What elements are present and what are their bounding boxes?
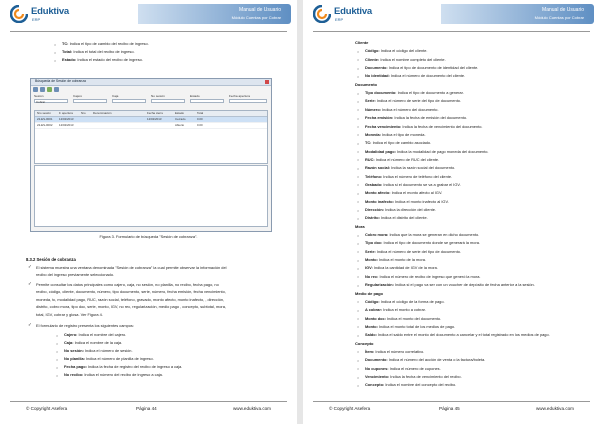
field-description: Número: Indica el número del documento. [365, 106, 439, 112]
dialog-title: Búsqueda de Sesión de cobranza [35, 79, 86, 83]
field-description: Total: Indica el total del recibo de ingreso. [62, 49, 135, 54]
eduktiva-logo [313, 4, 373, 26]
field-description: Vencimiento: Indica la fecha de vencimiento del recibo. [365, 374, 462, 379]
paragraph: El sistema muestra una ventana denominada "Sesión de cobranza" la cual permite observar la información del recibo del ingreso previamente seleccionado. [36, 265, 227, 278]
bullet-icon: ○ [357, 125, 360, 129]
field-description: Monto inafecto: Indica el monto inafecto al IGV. [365, 198, 449, 204]
footer-website: www.eduktiva.com [232, 406, 271, 411]
field-description: No planilla: Indica el número de planilla de ingreso. [64, 356, 154, 361]
bullet-icon: ○ [357, 58, 360, 63]
filter-label: No sesión [151, 94, 165, 98]
filter-field [112, 99, 146, 103]
field-description: Ítem: Indica el número correlativo. [365, 348, 425, 354]
bullet-icon: ○ [56, 334, 59, 338]
bullet-icon: ○ [357, 191, 360, 196]
paragraph: El formulario de registro presenta los siguientes campos: [36, 323, 134, 328]
filter-label: Caja [112, 94, 119, 98]
dialog-toolbar [33, 87, 59, 93]
bullet-icon: ○ [56, 366, 59, 370]
bullet-icon: ○ [357, 300, 360, 305]
filter-label: Cajero [73, 94, 83, 98]
field-description: No identidad: Indica el número de documento del cliente. [365, 73, 466, 79]
field-description: Estado: Indica el estado del recibo de ingreso. [62, 57, 143, 62]
logo-name: Eduktiva [31, 6, 69, 17]
bullet-icon: ○ [357, 275, 360, 280]
field-description: Serie: Indica el número de serie del tipo de documento. [365, 98, 462, 104]
filter-label: Estado [190, 94, 200, 98]
field-description: No sesión: Indica el número de sesión. [64, 348, 133, 353]
banner-title: Manual de Usuario [239, 7, 281, 13]
header-banner [441, 4, 594, 24]
bullet-icon: ○ [357, 317, 360, 322]
filter-field [73, 99, 107, 103]
banner-subtitle: Módulo Cuentas por Cobrar [231, 15, 281, 20]
field-description: IGV: Indica la cantidad de IGV de la mora. [365, 265, 438, 271]
bullet-icon: ○ [357, 208, 360, 213]
eduktiva-logo-icon [10, 5, 28, 23]
filter-field [229, 99, 267, 103]
bullet-icon: ○ [357, 183, 360, 188]
logo-sub: ERP [32, 17, 41, 22]
bullet-icon: ○ [357, 375, 360, 380]
checkmark-icon: ✓ [28, 322, 32, 327]
field-description: Saldo: Indica el saldo entre el monto del documento a cancelar y el total registrado en los medios de pago. [365, 332, 550, 338]
footer-page-number: Página 45 [439, 406, 460, 411]
bullet-icon: ○ [357, 200, 360, 205]
bullet-icon: ○ [56, 350, 59, 354]
bullet-icon: ○ [54, 51, 57, 55]
close-icon [265, 80, 269, 84]
bullet-icon: ○ [357, 74, 360, 79]
field-description: Serie: Indica el número de serie del tipo de documento. [365, 248, 462, 254]
page-header [303, 0, 600, 30]
bullet-icon: ○ [54, 43, 57, 47]
field-description: Modalidad pago: Indica la modalidad de pago moneda del documento. [365, 148, 489, 154]
banner-subtitle: Módulo Cuentas por Cobrar [534, 15, 584, 20]
footer-copyright: © Copyright Asefera [26, 406, 68, 411]
group-title: Medio de pago [355, 290, 383, 296]
print-icon [54, 87, 59, 92]
search-icon [40, 87, 45, 92]
bullet-icon: ○ [357, 175, 360, 180]
filter-label: Sesión [34, 94, 44, 98]
bullet-icon: ○ [357, 358, 360, 363]
results-grid [34, 110, 268, 164]
group-title: Mora [355, 223, 365, 229]
field-description: Cliente: Indica el nombre completo del cliente. [365, 56, 446, 62]
field-description: Cobro mora: Indica que la mora se generan en dicho documento. [365, 232, 480, 238]
paragraph: Permite consultar los datos principales como cajero, caja, no sesión, no planilla, no recibo, fecha pago, no recibo, código, cliente, documento, número, tipo documento, serie, número, fecha emisión, fecha vencimiento, moneda, tc, modalidad pago, RUC, razón social, teléfono, gravado, monto afecto, monto inafecto, , dirección, distrito, cobro mora, tipo doc, serie, monto, IGV, no rec, regularización, medio pago , concepto, subtotal, mora, total, IGV, cobrar y glosa. Ver Figura 4. [36, 282, 226, 317]
bullet-icon: ○ [357, 367, 360, 372]
page-left [0, 0, 297, 424]
field-description: Concepto: Indica el nombre del concepto del recibo. [365, 382, 457, 388]
bullet-icon: ○ [357, 108, 360, 113]
field-description: Tipo documento: Indica el tipo de documento a generar. [365, 90, 464, 96]
new-icon [33, 87, 38, 92]
bullet-icon: ○ [357, 258, 360, 263]
search-dialog-figure [30, 78, 272, 232]
group-title: Cliente [355, 40, 369, 45]
bullet-icon: ○ [357, 333, 360, 338]
field-description: A cobrar: Indica el monto a cobrar. [365, 307, 426, 313]
field-description: Razón social: Indica la razón social del documento. [365, 165, 456, 171]
logo-sub: ERP [335, 17, 344, 22]
group-title: Concepto [355, 340, 374, 346]
bullet-icon: ○ [357, 325, 360, 330]
bullet-icon: ○ [357, 250, 360, 255]
field-description: Código: Indica el código de la forma de pago. [365, 298, 445, 304]
checkmark-icon: ✓ [28, 281, 32, 286]
field-description: Grabado: Indica si el documento se va a grabar el IGV. [365, 181, 461, 187]
bullet-icon: ○ [357, 116, 360, 121]
field-description: Monto afecto: Indica el monto afecto al IGV. [365, 190, 443, 196]
group-title: Documento [355, 81, 377, 87]
bullet-icon: ○ [357, 241, 360, 246]
field-description: No rec: Indica el número de recibo de ingreso que generó la mora. [365, 273, 481, 279]
filter-field [190, 99, 224, 103]
field-description: Caja: Indica el nombre de la caja. [64, 340, 123, 345]
footer-copyright: © Copyright Asefera [329, 406, 371, 411]
filter-label: Fecha apertura [229, 94, 250, 98]
page-header [0, 0, 297, 30]
bullet-icon: ○ [357, 141, 360, 146]
field-description: Tipo doc: Indica el tipo de documento donde se generará la mora. [365, 240, 480, 246]
field-description: Cajero: Indica el nombre del cajero. [64, 332, 127, 337]
accept-icon [47, 87, 52, 92]
field-description: Regularización: Indica si el pago va ser con un voucher de depósito de fecha anterior a la sesión. [365, 282, 535, 288]
table-row: 22-ES-0001 12/02/2013 12/02/2013 Cerrado 0.00 [35, 117, 267, 123]
field-description: Monto: Indica el monto total de los medios de pago. [365, 323, 456, 329]
field-description: Documento: Indica el número del acción de venta o la factura/boleta. [365, 357, 486, 363]
field-description: Distrito: Indica el distrito del cliente. [365, 215, 428, 221]
field-description: Documento: Indica el tipo de documento de identidad del cliente. [365, 65, 479, 71]
page-right [303, 0, 600, 424]
field-description: No recibo: Indica el número del recibo de ingreso a caja. [64, 372, 163, 377]
field-description: TC: Indica el tipo de cambio asociado. [365, 140, 432, 146]
bullet-icon: ○ [357, 308, 360, 313]
bullet-icon: ○ [357, 158, 360, 163]
field-description: No cupones: Indica el número de cupones. [365, 365, 441, 371]
footer-page-number: Página 44 [136, 406, 157, 411]
checkmark-icon: ✓ [28, 264, 32, 269]
bullet-icon: ○ [357, 350, 360, 355]
field-description: Monto: Indica el monto de la mora. [365, 257, 426, 263]
bullet-icon: ○ [357, 150, 360, 155]
bullet-icon: ○ [357, 266, 360, 271]
bullet-icon: ○ [56, 358, 59, 362]
bullet-icon: ○ [357, 233, 360, 238]
bullet-icon: ○ [357, 166, 360, 171]
banner-title: Manual de Usuario [542, 7, 584, 13]
bullet-icon: ○ [56, 374, 59, 378]
bullet-icon: ○ [357, 383, 360, 388]
bullet-icon: ○ [357, 133, 360, 138]
field-description: TC: Indica el tipo de cambio del recibo de ingreso. [62, 41, 149, 46]
section-title: 8.3.2 Sesión de cobranza [26, 257, 76, 262]
footer-divider [10, 401, 287, 402]
figure-caption: Figura 3. Formulario de búsqueda "Sesión de cobranza". [99, 234, 198, 239]
eduktiva-logo [10, 4, 70, 26]
field-description: RUC: Indica el número de RUC del cliente. [365, 156, 440, 162]
header-divider [10, 31, 287, 32]
logo-name: Eduktiva [334, 6, 372, 17]
eduktiva-logo-icon [313, 5, 331, 23]
bullet-icon: ○ [357, 216, 360, 221]
field-description: Fecha emisión: Indica la fecha de emisión del documento. [365, 115, 468, 121]
field-description: Teléfono: Indica el número de teléfono del cliente. [365, 173, 453, 179]
bullet-icon: ○ [357, 91, 360, 96]
footer-website: www.eduktiva.com [535, 406, 574, 411]
header-banner [138, 4, 291, 24]
field-description: Fecha vencimiento: Indica la fecha de vencimiento del documento. [365, 123, 483, 129]
field-description: Código: Indica el código del cliente. [365, 48, 428, 54]
field-description: Moneda: Indica el tipo de moneda. [365, 131, 426, 137]
bullet-icon: ○ [357, 99, 360, 104]
bullet-icon: ○ [54, 59, 57, 63]
filter-field [151, 99, 185, 103]
field-description: Fecha pago: Indica la fecha de registro del recibo de ingreso a caja. [64, 364, 183, 369]
grid-header: Nro sesión F. apertura Nro Denominación Fecha cierre Estado Total [35, 111, 267, 117]
field-description: Monto doc: Indica el monto del documento. [365, 315, 442, 321]
filter-field: Cobrar [34, 99, 68, 103]
bullet-icon: ○ [56, 342, 59, 346]
bullet-icon: ○ [357, 49, 360, 54]
header-divider [313, 31, 590, 32]
dialog-titlebar [31, 79, 271, 86]
table-row: 22-ES-0002 12/02/2013 Abierto 0.00 [35, 123, 267, 129]
footer-divider [313, 401, 590, 402]
bullet-icon: ○ [357, 66, 360, 71]
empty-grid-area [34, 165, 268, 227]
field-description: Dirección: Indica la dirección del cliente. [365, 207, 436, 212]
bullet-icon: ○ [357, 283, 360, 288]
